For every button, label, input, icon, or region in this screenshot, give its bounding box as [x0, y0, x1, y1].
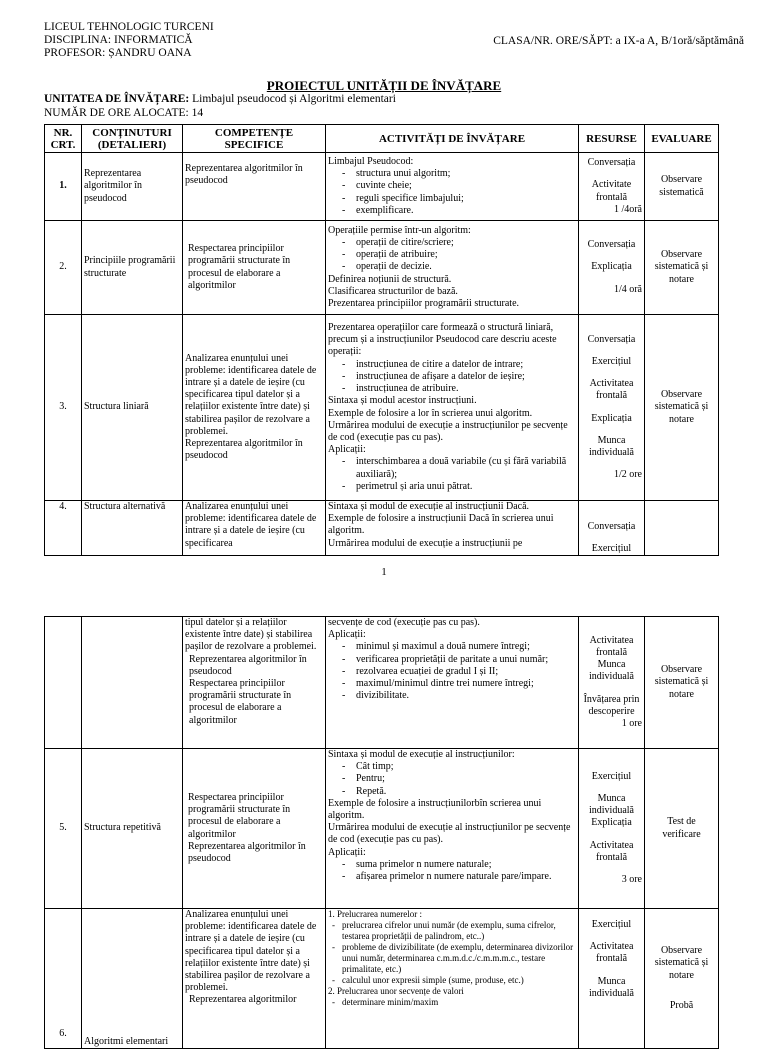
resource-item: 1 /4oră: [613, 203, 642, 215]
list-item: - maximul/minimul dintre trei numere întregi;: [356, 678, 576, 690]
row-content: Structura alternativă: [82, 501, 183, 556]
resource-item: Activitatea frontală: [589, 941, 634, 965]
resource-item: Activitatea frontală: [589, 378, 634, 402]
resource-item: 3 ore: [621, 874, 642, 885]
row-activities: [326, 909, 579, 1049]
resource-item: Învățarea prin descoperire: [583, 693, 640, 717]
list-item: - minimul și maximul a două numere întregi;: [356, 641, 576, 653]
resource-item: Exercițiul: [591, 542, 632, 554]
row-competences: [183, 617, 326, 749]
competence-text: Reprezentarea algoritmilor în pseudocod: [185, 438, 303, 462]
activity-text: Aplicații:: [328, 846, 366, 858]
row-resources: [579, 909, 645, 1049]
row-competences: Analizarea enunțului unei probleme: identificarea datele de intrare și a datele de ieșire (cu specificarea: [183, 501, 326, 556]
row-resources: [579, 315, 645, 501]
resource-item: Conversația: [587, 333, 636, 345]
row-resources: [579, 153, 645, 221]
activity-list: [328, 168, 576, 217]
activity-text: Urmărirea modului de execuție al instrucțiunilor pe secvențe de cod (execuție pas cu pas).: [328, 822, 571, 846]
activity-list: [328, 859, 576, 883]
activity-text: Aplicații:: [328, 444, 366, 456]
row-content: Structura repetitivă: [82, 749, 183, 909]
learning-unit-table-continued: [44, 616, 719, 1049]
col-nr: NR. CRT.: [45, 125, 82, 153]
header-left: [44, 21, 214, 60]
class-info: CLASA/NR. ORE/SĂPT: a IX-a A, B/1oră/săptămână: [493, 35, 744, 47]
row-resources: [579, 617, 645, 749]
resource-item: Activitatea frontală: [589, 839, 634, 863]
competence-text: Reprezentarea algoritmilor în pseudocod: [189, 653, 307, 677]
evaluation-text: Probă: [669, 999, 694, 1011]
activity-list: [328, 359, 576, 396]
table-row: [45, 153, 719, 221]
col-competences: COMPETENȚE SPECIFICE: [183, 125, 326, 153]
list-item: - rezolvarea ecuației de gradul I și II;: [356, 666, 576, 678]
row-resources: [579, 501, 645, 556]
competence-text: Analizarea enunțului unei probleme: identificarea datele de intrare și a datele de ieșire (cu specificarea tipul datelor și a relațiilor existente între date) și stabilirea pașilor de rezolvare a problemei.: [185, 909, 317, 994]
row-activities: [326, 749, 579, 909]
activity-text: 1. Prelucrarea numerelor :: [328, 909, 422, 919]
competence-text: tipul datelor și a relațiilor existente între date) și stabilirea pașilor de rezolvare a problemei.: [185, 617, 317, 653]
activity-text: 2. Prelucrarea unor secvențe de valori: [328, 986, 464, 996]
row-evaluation: Observare sistematică și notare: [645, 221, 719, 315]
row-competences: [183, 909, 326, 1049]
activity-intro: Limbajul Pseudocod:: [328, 155, 414, 167]
competence-text: Reprezentarea algoritmilor: [189, 994, 297, 1006]
list-item: - calculul unor expresii simple (sume, produse, etc.): [342, 975, 576, 986]
page-number: 1: [381, 566, 387, 578]
row-competences: [183, 315, 326, 501]
teacher: PROFESOR: ȘANDRU OANA: [44, 47, 192, 59]
activity-intro: Operațiile permise într-un algoritm:: [328, 224, 471, 236]
row-resources: [579, 221, 645, 315]
activity-list: [328, 920, 576, 986]
activity-text: Sintaxa și modul acestor instrucțiuni.: [328, 395, 477, 407]
activity-list: [328, 997, 576, 1008]
activity-text: secvențe de cod (execuție pas cu pas).: [328, 617, 480, 628]
resource-item: Exercițiul: [591, 770, 632, 782]
activity-text: Sintaxa și modul de execuție al instrucțiunii Dacă.: [328, 501, 530, 512]
activity-text: Definirea noțiunii de structură.: [328, 273, 452, 285]
list-item: - probleme de divizibilitate (de exemplu, determinarea divizorilor unui număr, determinarea c.m.m.d.c./c.m.m.m.c., testare primalitate, etc.): [342, 942, 576, 975]
unit-line: [44, 93, 396, 106]
activity-list: [328, 456, 576, 493]
activity-text: Prezentarea principiilor programării structurate.: [328, 298, 520, 309]
competence-text: Reprezentarea algoritmilor în pseudocod: [188, 840, 306, 864]
row-nr: 3.: [45, 315, 82, 501]
list-item: - determinare minim/maxim: [342, 997, 576, 1008]
activity-text: Urmărirea modului de execuție a instrucțiunilor pe secvențe de cod (execuție pas cu pas).: [328, 419, 568, 443]
school-name: LICEUL TEHNOLOGIC TURCENI: [44, 21, 214, 33]
activity-list: [328, 237, 576, 274]
activity-text: Exemple de folosire a instrucțiunii Dacă în scrierea unui algoritm.: [328, 513, 554, 537]
evaluation-text: Observare sistematică și notare: [654, 945, 709, 981]
activity-list: [328, 761, 576, 798]
resource-item: Explicația: [591, 817, 632, 829]
unit-value: Limbajul pseudocod și Algoritmi elementari: [189, 93, 396, 105]
row-evaluation: [645, 501, 719, 556]
resource-item: Conversația: [587, 157, 636, 169]
col-resources: RESURSE: [579, 125, 645, 153]
resource-item: Activitate frontală: [591, 179, 632, 203]
col-activities: ACTIVITĂȚI DE ÎNVĂȚARE: [326, 125, 579, 153]
row-evaluation: Observare sistematică și notare: [645, 617, 719, 749]
activity-text: Aplicații:: [328, 629, 366, 641]
list-item: - prelucrarea cifrelor unui număr (de exemplu, suma cifrelor, testarea proprietății de palindrom, etc..): [342, 920, 576, 942]
table-row: [45, 909, 719, 1049]
list-item: - Pentru;: [356, 773, 576, 785]
row-content: Principiile programării structurate: [82, 221, 183, 315]
list-item: - perimetrul și aria unui pătrat.: [356, 481, 576, 493]
activity-text: Exemple de folosire a lor în scrierea unui algoritm.: [328, 407, 533, 419]
resource-item: Explicația: [591, 412, 632, 424]
row-nr: 1.: [45, 153, 82, 221]
activity-intro: Sintaxa și modul de execuție al instrucțiunilor:: [328, 749, 515, 760]
row-activities: [326, 617, 579, 749]
table-row: [45, 221, 719, 315]
list-item: - cuvinte cheie;: [356, 180, 576, 192]
competence-text: Respectarea principiilor programării structurate în procesul de elaborare a algoritmilor: [189, 678, 292, 726]
discipline: DISCIPLINA: INFORMATICĂ: [44, 34, 193, 46]
competence-text: Analizarea enunțului unei probleme: identificarea datele de intrare și a datele de ieșire (cu specificarea tipul datelor și a relațiilor existente între date) și stabilirea pașilor de rezolvare a problemei.: [185, 352, 317, 437]
list-item: - instrucțiunea de atribuire.: [356, 383, 576, 395]
table-row: [45, 749, 719, 909]
resource-item: 1 ore: [621, 718, 642, 729]
list-item: - suma primelor n numere naturale;: [356, 859, 576, 871]
row-nr: 4.: [45, 501, 82, 556]
list-item: - reguli specifice limbajului;: [356, 193, 576, 205]
activity-list: [328, 641, 576, 702]
row-evaluation: [645, 909, 719, 1049]
row-nr: [45, 617, 82, 749]
row-evaluation: Observare sistematică: [645, 153, 719, 221]
row-activities: [326, 153, 579, 221]
row-competences: Respectarea principiilor programării structurate în procesul de elaborare a algoritmilor: [183, 221, 326, 315]
list-item: - verificarea proprietății de paritate a unui număr;: [356, 654, 576, 666]
row-competences: [183, 749, 326, 909]
unit-label: UNITATEA DE ÎNVĂȚARE:: [44, 93, 190, 105]
row-nr: 2.: [45, 221, 82, 315]
resource-item: Munca individuală: [589, 975, 634, 999]
resource-item: Conversația: [587, 239, 636, 251]
learning-unit-table: [44, 124, 719, 556]
row-competences: Reprezentarea algoritmilor în pseudocod: [183, 153, 326, 221]
col-content: CONȚINUTURI (DETALIERI): [82, 125, 183, 153]
table-row: [45, 501, 719, 556]
list-item: - Cât timp;: [356, 761, 576, 773]
row-resources: [579, 749, 645, 909]
list-item: - interschimbarea a două variabile (cu și fără variabilă auxiliară);: [356, 456, 576, 480]
row-nr: 6.: [45, 909, 82, 1049]
table-row: [45, 617, 719, 749]
activity-intro: Prezentarea operațiilor care formează o structură liniară, precum și a instrucțiunilor Pseudocod care descriu aceste operații:: [328, 322, 557, 358]
activity-text: Clasificarea structurilor de bază.: [328, 285, 458, 297]
resource-item: Conversația: [587, 520, 636, 532]
hours-line: NUMĂR DE ORE ALOCATE: 14: [44, 107, 204, 119]
resource-item: Exercițiul: [591, 919, 632, 930]
row-content: [82, 617, 183, 749]
list-item: - operații de citire/scriere;: [356, 237, 576, 249]
resource-item: Explicația: [591, 261, 632, 273]
competence-text: Respectarea principiilor programării structurate în procesul de elaborare a algoritmilor: [188, 791, 291, 840]
activity-text: Exemple de folosire a instrucțiunilorbîn scrierea unui algoritm.: [328, 797, 542, 822]
resource-item: Activitatea frontală: [589, 634, 634, 658]
resource-item: Munca individuală: [589, 434, 634, 458]
row-activities: [326, 501, 579, 556]
list-item: - Repetă.: [356, 786, 576, 798]
list-item: - operații de decizie.: [356, 261, 576, 273]
activity-text: Urmărirea modului de execuție a instrucțiunii pe: [328, 537, 523, 549]
list-item: - divizibilitate.: [356, 690, 576, 702]
list-item: - instrucțiunea de afișare a datelor de ieșire;: [356, 371, 576, 383]
row-content: Structura liniară: [82, 315, 183, 501]
row-activities: [326, 315, 579, 501]
list-item: - structura unui algoritm;: [356, 168, 576, 180]
resource-item: Munca individuală: [589, 792, 634, 817]
row-content: Algoritmi elementari: [82, 909, 183, 1049]
row-nr: 5.: [45, 749, 82, 909]
resource-item: Munca individuală: [589, 659, 634, 683]
row-evaluation: Observare sistematică și notare: [645, 315, 719, 501]
row-content: Reprezentarea algoritmilor în pseudocod: [82, 153, 183, 221]
table-row: [45, 315, 719, 501]
table-header-row: [45, 125, 719, 153]
row-evaluation: Test de verificare: [645, 749, 719, 909]
list-item: - instrucțiunea de citire a datelor de intrare;: [356, 359, 576, 371]
resource-item: 1/4 oră: [613, 283, 642, 295]
row-activities: [326, 221, 579, 315]
col-evaluation: EVALUARE: [645, 125, 719, 153]
list-item: - operații de atribuire;: [356, 249, 576, 261]
document-title: PROIECTUL UNITĂȚII DE ÎNVĂȚARE: [266, 78, 502, 93]
resource-item: Exercițiul: [591, 355, 632, 367]
list-item: - exemplificare.: [356, 205, 576, 217]
list-item: - afișarea primelor n numere naturale pare/impare.: [356, 871, 576, 883]
resource-item: 1/2 ore: [613, 469, 642, 481]
